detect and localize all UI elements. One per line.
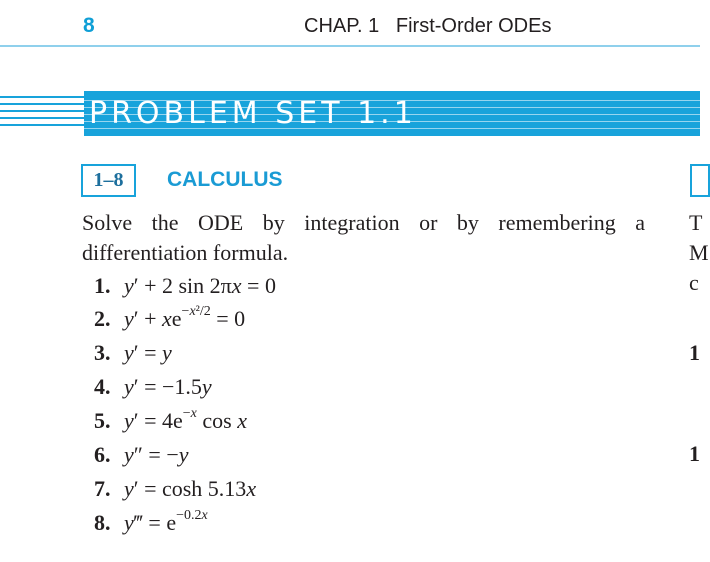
problem-equation: $y' = 4e^{-x}$ cos x <box>124 406 247 433</box>
problem-number: 4. <box>94 374 111 399</box>
right-column-fragment: 1 <box>689 441 700 466</box>
problem-item <box>94 374 212 400</box>
problem-equation: y‴ = $e^{-0.2x}$ <box>124 508 208 535</box>
problem-equation: y′ = cosh 5.13x <box>124 476 257 501</box>
right-column-fragment: 1 <box>689 340 700 365</box>
right-column-fragment: c <box>689 270 699 295</box>
right-column-fragment: M <box>689 240 709 265</box>
running-head: CHAP. 1 First-Order ODEs <box>304 15 552 37</box>
problem-equation: y′ + 2 sin 2πx = 0 <box>124 273 276 298</box>
problem-number: 2. <box>94 306 111 331</box>
problem-number: 6. <box>94 442 111 467</box>
banner-decorative-lines <box>0 96 84 130</box>
header-rule <box>0 45 700 47</box>
problem-number: 1. <box>94 273 111 298</box>
next-section-box <box>690 164 710 197</box>
problem-item <box>94 442 189 468</box>
right-column-fragment: T <box>689 210 703 235</box>
section-instructions: Solve the ODE by integration or by remembering a differentiation formula. <box>82 210 645 265</box>
page-number: 8 <box>83 14 95 37</box>
problem-number: 5. <box>94 408 111 433</box>
problem-item <box>94 306 245 332</box>
problem-item <box>94 273 276 299</box>
problem-range-box: 1–8 <box>81 164 136 197</box>
problem-number: 3. <box>94 340 111 365</box>
problem-number: 7. <box>94 476 111 501</box>
problem-item <box>94 340 172 366</box>
problem-number: 8. <box>94 510 111 535</box>
problem-item <box>94 476 256 502</box>
problem-equation: y″ = −y <box>124 442 189 467</box>
problem-item <box>94 510 208 536</box>
section-title: CALCULUS <box>167 168 283 191</box>
problem-set-title: PROBLEM SET 1.1 <box>89 96 417 131</box>
problem-equation: y′ = −1.5y <box>124 374 212 399</box>
problem-equation: $y' + xe^{-x^2/2} = 0$ <box>124 304 246 331</box>
problem-item <box>94 408 247 434</box>
problem-equation: y′ = y <box>124 340 172 365</box>
